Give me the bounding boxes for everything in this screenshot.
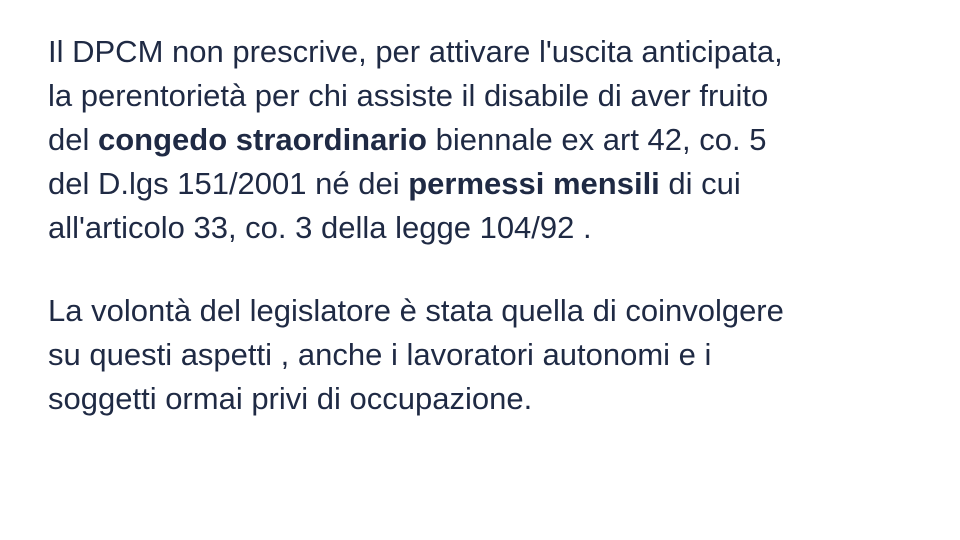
text-line: la perentorietà per chi assiste il disabile di aver fruito (48, 78, 769, 113)
text-segment: biennale ex art 42, co. 5 (426, 122, 767, 157)
text-line: su questi aspetti , anche i lavoratori autonomi e i (48, 337, 712, 372)
paragraph-legislatore (48, 289, 928, 421)
text-segment: del D.lgs 151/2001 né dei (48, 166, 409, 201)
text-segment: del (48, 122, 98, 157)
bold-term-congedo: congedo straordinario (97, 122, 427, 157)
paragraph-dpcm (48, 30, 928, 250)
text-line: all'articolo 33, co. 3 della legge 104/92 . (48, 210, 592, 245)
text-line: La volontà del legislatore è stata quella di coinvolgere (48, 293, 784, 328)
text-line: soggetti ormai privi di occupazione. (48, 381, 533, 416)
text-line: Il DPCM non prescrive, per attivare l'uscita anticipata, (48, 34, 783, 69)
text-line (48, 118, 928, 162)
bold-term-permessi: permessi mensili (408, 166, 660, 201)
text-segment: di cui (659, 166, 741, 201)
text-line (48, 162, 928, 206)
